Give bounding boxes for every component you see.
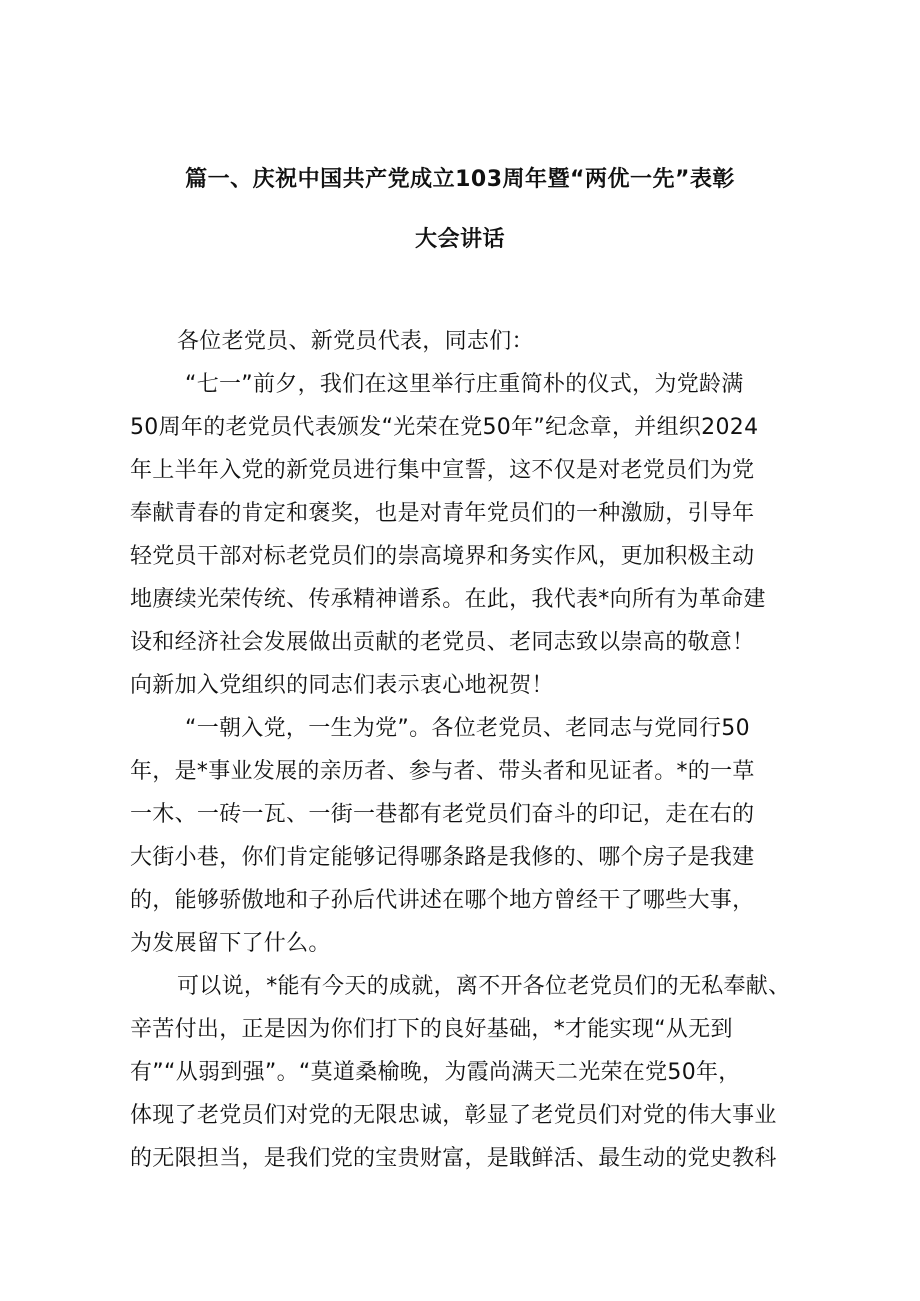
document-title-line-2: 大会讲话 bbox=[414, 227, 505, 252]
body-text-line: 50周年的老党员代表颁发“光荣在党50年”纪念章，并组织2024 bbox=[130, 415, 759, 440]
body-text-line: 年，是*事业发展的亲历者、参与者、带头者和见证者。*的一草 bbox=[130, 759, 755, 784]
body-text-line: 大街小巷，你们肯定能够记得哪条路是我修的、哪个房子是我建 bbox=[130, 845, 755, 870]
body-text-line: 体现了老党员们对党的无限忠诚，彰显了老党员们对党的伟大事业 bbox=[130, 1103, 777, 1128]
body-text-line: 可以说，*能有今天的成就，离不开各位老党员们的无私奉献、 bbox=[177, 974, 791, 999]
document-title-line-1: 篇一、庆祝中国共产党成立103周年暨“两优一先”表彰 bbox=[185, 167, 735, 192]
body-text-line: 为发展留下了什么。 bbox=[130, 931, 331, 956]
body-text-line: 的，能够骄傲地和子孙后代讲述在哪个地方曾经干了哪些大事， bbox=[130, 888, 755, 913]
body-text-line: 年上半年入党的新党员进行集中宣誓，这不仅是对老党员们为党 bbox=[130, 458, 755, 483]
body-text-line: 奉献青春的肯定和褒奖，也是对青年党员们的一种激励，引导年 bbox=[130, 501, 755, 526]
body-text-line: “七一”前夕，我们在这里举行庄重简朴的仪式，为党龄满 bbox=[185, 372, 744, 397]
body-text-line: 设和经济社会发展做出贡献的老党员、老同志致以崇高的敬意！ bbox=[130, 630, 755, 655]
body-text-line: 一木、一砖一瓦、一街一巷都有老党员们奋斗的印记，走在右的 bbox=[130, 802, 755, 827]
body-text-line: 地赓续光荣传统、传承精神谱系。在此，我代表*向所有为革命建 bbox=[130, 587, 766, 612]
body-text-line: 辛苦付出，正是因为你们打下的良好基础，*才能实现“从无到 bbox=[130, 1017, 733, 1042]
body-text-line: 轻党员干部对标老党员们的崇高境界和务实作风，更加积极主动 bbox=[130, 544, 755, 569]
body-text-line: “一朝入党，一生为党”。各位老党员、老同志与党同行50 bbox=[185, 716, 750, 741]
body-text-line: 有”“从弱到强”。“莫道桑榆晚，为霞尚满天二光荣在党50年， bbox=[130, 1060, 741, 1085]
body-text-line: 的无限担当，是我们党的宝贵财富，是戢鲜活、最生动的党史教科 bbox=[130, 1146, 777, 1171]
salutation-line: 各位老党员、新党员代表，同志们： bbox=[177, 329, 534, 354]
body-text-line: 向新加入党组织的同志们表示衷心地祝贺！ bbox=[130, 673, 554, 698]
